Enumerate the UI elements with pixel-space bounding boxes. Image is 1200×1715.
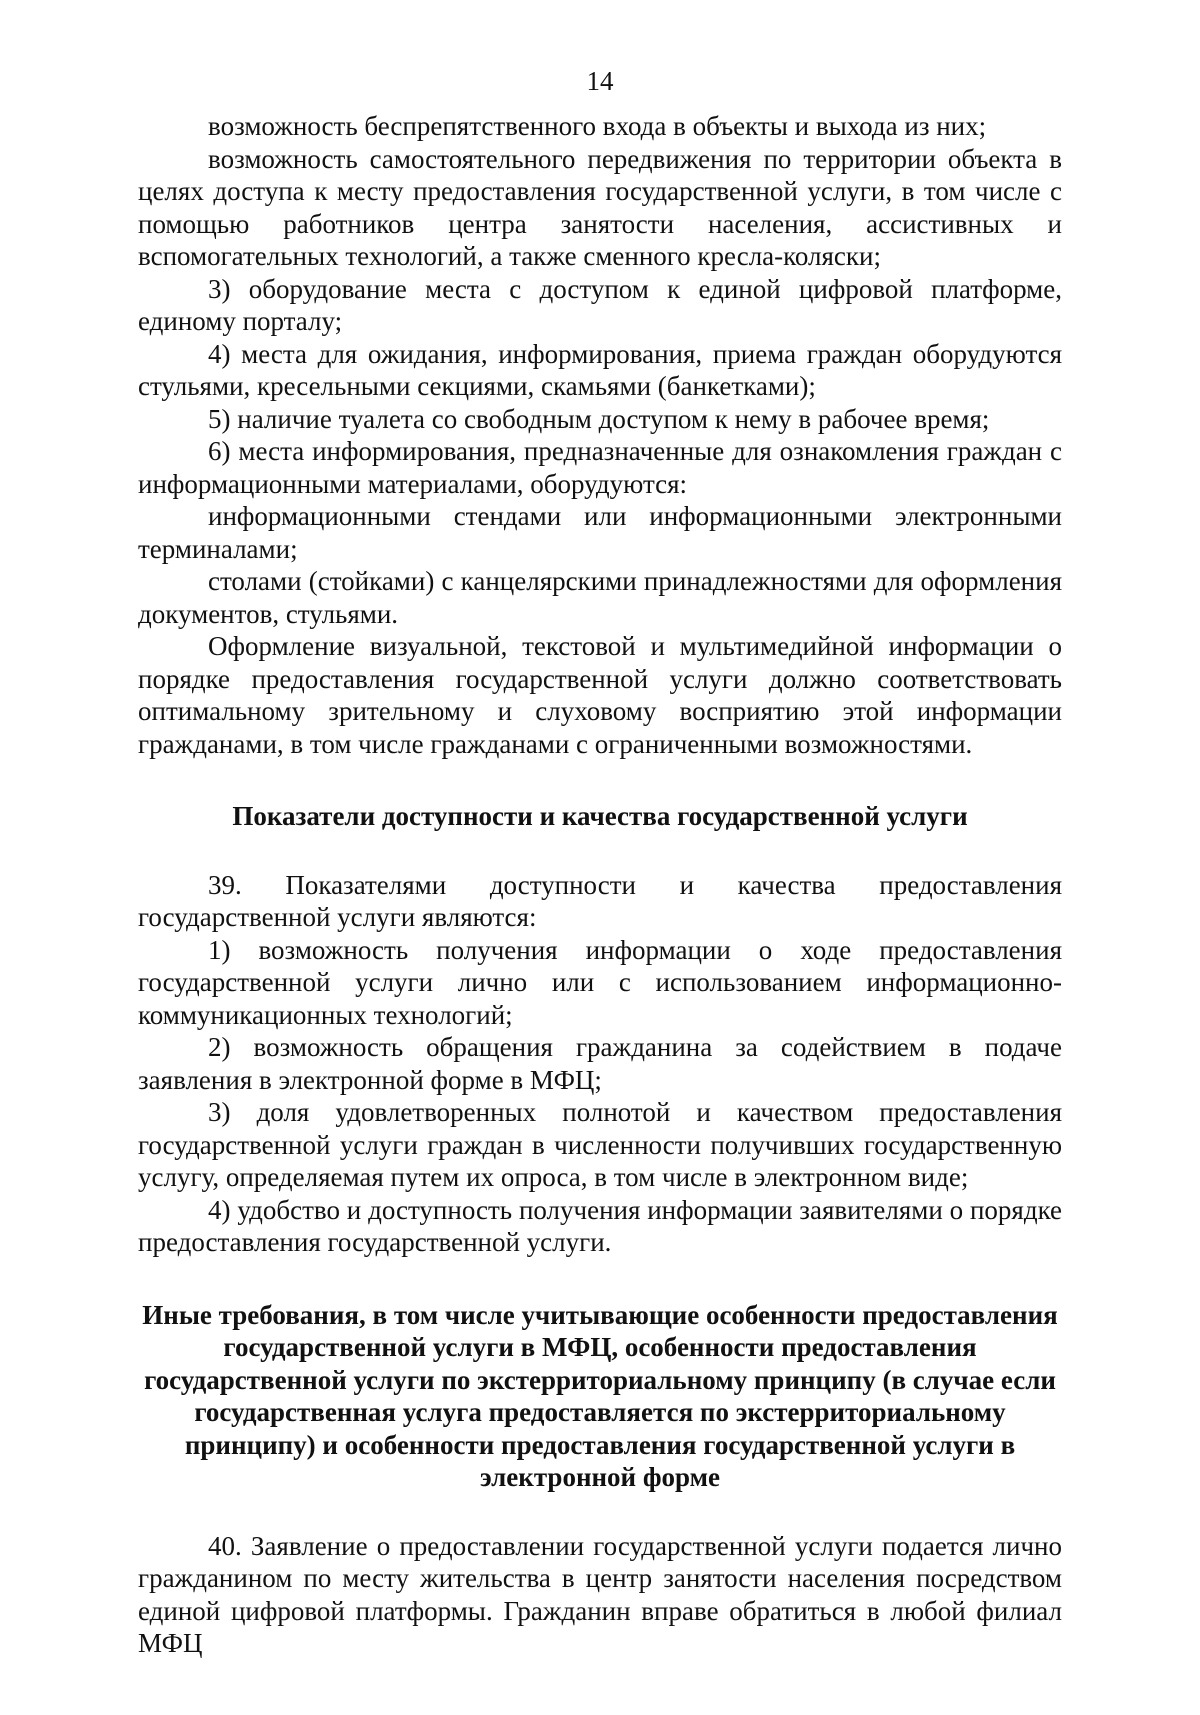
paragraph: 5) наличие туалета со свободным доступом к нему в рабочее время;: [208, 403, 990, 434]
page-number: 14: [586, 66, 614, 96]
paragraph: столами (стойками) с канцелярскими принадлежностями для оформления документов, стульями.: [138, 566, 1062, 629]
paragraph: возможность самостоятельного передвижения по территории объекта в целях доступа к месту предоставления государственной услуги, в том числе с помощью работников центра занятости населения, ассистивных и вспомогательных технологий, а также сменного кресла-коляски;: [138, 143, 1062, 271]
paragraph: 40. Заявление о предоставлении государственной услуги подается лично гражданином по месту жительства в центр занятости населения посредством единой цифровой платформы. Гражданин вправе обратиться в любой филиал МФЦ: [138, 1530, 1062, 1658]
section-heading: Иные требования, в том числе учитывающие особенности предоставления государственной услуги в МФЦ, особенности предоставления государственной услуги по экстерриториальному принципу (в случае если государственная услуга предоставляется по экстерриториальному принципу) и особенности предоставления государственной услуги в электронной форме: [142, 1299, 1058, 1492]
section-heading: Показатели доступности и качества государственной услуги: [232, 801, 968, 831]
paragraph: Оформление визуальной, текстовой и мультимедийной информации о порядке предоставления государственной услуги должно соответствовать оптимальному зрительному и слуховому восприятию этой информации гражданами, в том числе гражданами с ограниченными возможностями.: [138, 631, 1062, 759]
paragraph: 2) возможность обращения гражданина за содействием в подаче заявления в электронной форме в МФЦ;: [138, 1032, 1062, 1095]
paragraph: 4) удобство и доступность получения информации заявителями о порядке предоставления государственной услуги.: [138, 1194, 1062, 1257]
paragraph: 39. Показателями доступности и качества предоставления государственной услуги являются:: [138, 869, 1062, 932]
paragraph: 3) оборудование места с доступом к единой цифровой платформе, единому порталу;: [138, 273, 1062, 336]
document-body: [138, 110, 1062, 1660]
paragraph: 1) возможность получения информации о ходе предоставления государственной услуги лично или с использованием информационно-коммуникационных технологий;: [138, 934, 1062, 1030]
paragraph: 6) места информирования, предназначенные для ознакомления граждан с информационными материалами, оборудуются:: [138, 436, 1062, 499]
paragraph: информационными стендами или информационными электронными терминалами;: [138, 501, 1062, 564]
paragraph: возможность беспрепятственного входа в объекты и выхода из них;: [208, 111, 987, 141]
paragraph: 3) доля удовлетворенных полнотой и качеством предоставления государственной услуги граждан в численности получивших государственную услугу, определяемая путем их опроса, в том числе в электронном виде;: [138, 1097, 1062, 1192]
paragraph: 4) места для ожидания, информирования, приема граждан оборудуются стульями, кресельными секциями, скамьями (банкетками);: [138, 338, 1062, 401]
